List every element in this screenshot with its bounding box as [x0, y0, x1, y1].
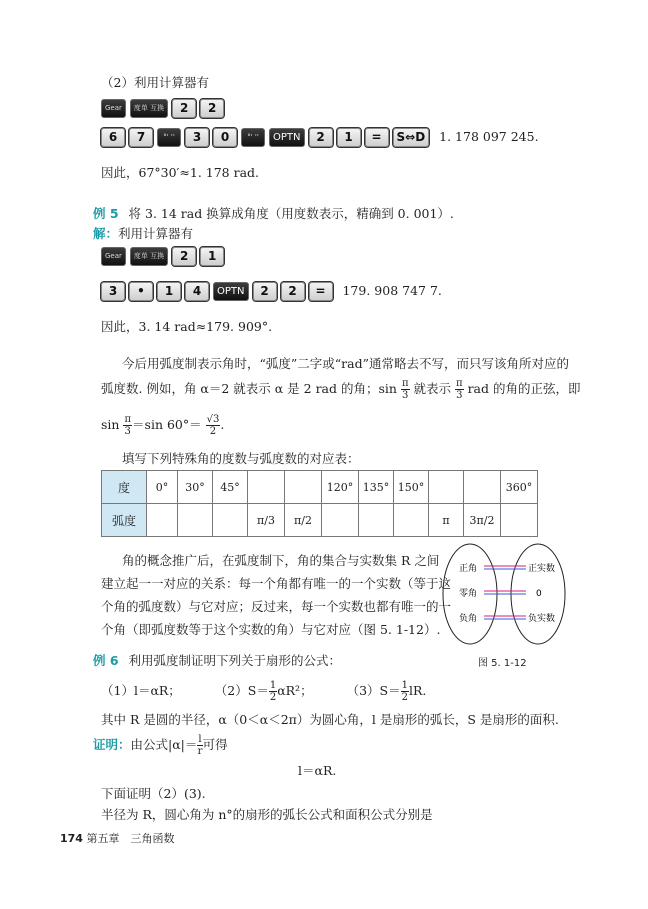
table-header-degree: 度 — [102, 471, 147, 504]
table-cell — [394, 504, 429, 537]
denominator: r — [197, 746, 203, 757]
denominator: 3 — [402, 390, 409, 401]
denominator: 2 — [269, 692, 277, 703]
table-cell — [178, 504, 213, 537]
calc-key: Gear — [101, 99, 126, 118]
definitions-line: 其中 R 是圆的半径，α（0＜α＜2π）为圆心角，l 是扇形的弧长，S 是扇形的面积. — [101, 712, 559, 727]
text-span: （2）S＝ — [214, 683, 269, 698]
table-cell: 150° — [394, 471, 429, 504]
calc-key: 度单 互换 — [130, 99, 168, 118]
fraction-pi-over-3 — [401, 378, 410, 401]
fraction-pi-over-3 — [455, 378, 464, 401]
solution-text: 利用计算器有 — [118, 226, 194, 241]
page-number: 174 — [60, 832, 83, 845]
fig-left-label: 负角 — [459, 614, 478, 624]
table-cell — [429, 471, 464, 504]
table-cell: 120° — [322, 471, 359, 504]
fraction-pi-over-3 — [123, 414, 132, 437]
page-footer — [60, 830, 174, 846]
formulas-line — [101, 680, 426, 703]
proof-line — [93, 734, 228, 757]
example-6 — [93, 651, 341, 669]
text-span: . — [220, 417, 225, 432]
fig-right-label: 0 — [536, 589, 542, 599]
table-cell — [248, 471, 285, 504]
calc-key: 2 — [200, 99, 224, 118]
denominator: 3 — [456, 390, 463, 401]
table-row-radians — [102, 504, 538, 537]
calc-key: 6 — [101, 128, 125, 147]
table-cell: 30° — [178, 471, 213, 504]
numerator: π — [401, 378, 409, 389]
result-line-2: 因此，3. 14 rad≈179. 909°. — [101, 319, 273, 334]
fig-right-label: 正实数 — [528, 564, 556, 574]
sector-formula-line: 半径为 R，圆心角为 n°的扇形的弧长公式和面积公式分别是 — [101, 807, 433, 822]
calc-key: 2 — [253, 282, 277, 301]
equation-l-alpha-r: l＝αR. — [298, 763, 337, 778]
denominator: 2 — [209, 426, 217, 437]
calc-key: 2 — [172, 99, 196, 118]
calc-key: 4 — [185, 282, 209, 301]
fraction-sqrt3-over-2 — [206, 414, 221, 437]
example-6-label: 例 6 — [93, 653, 119, 668]
proof-label: 证明： — [93, 737, 131, 752]
calc-key: = — [309, 282, 333, 301]
table-cell — [501, 504, 538, 537]
table-cell — [464, 471, 501, 504]
figure-caption: 图 5. 1-12 — [478, 658, 527, 669]
keypress-row-4 — [101, 282, 442, 301]
text-span: lR. — [408, 683, 427, 698]
denominator: 2 — [401, 692, 408, 703]
paragraph-1-line-3 — [101, 414, 224, 437]
calc-key: 2 — [281, 282, 305, 301]
numerator: 1 — [269, 680, 277, 691]
paragraph-3-line-1: 角的概念推广后，在弧度制下，角的集合与实数集 R 之间 — [122, 553, 440, 568]
keypress-row-2 — [101, 128, 539, 147]
table-cell: 0° — [147, 471, 178, 504]
fraction-one-half — [401, 680, 409, 703]
numerator: π — [456, 378, 463, 389]
example-5 — [93, 204, 454, 222]
angle-real-mapping-figure — [440, 540, 570, 648]
text-span: 由公式|α|＝ — [130, 737, 198, 752]
example-5-text: 将 3. 14 rad 换算成角度（用度数表示，精确到 0. 001）. — [128, 206, 454, 221]
paragraph-1-line-1: 今后用弧度制表示角时，“弧度”二字或“rad”通常略去不写，而只写该角所对应的 — [122, 356, 569, 371]
table-cell — [147, 504, 178, 537]
paragraph-3-line-3: 个角的弧度数）与它对应；反过来，每一个实数也都有唯一的一 — [101, 599, 452, 614]
text-span: αR²； — [277, 683, 313, 698]
fraction-one-half — [269, 680, 277, 703]
text-span: sin — [101, 417, 120, 432]
table-header-radian: 弧度 — [102, 504, 147, 537]
chapter-title: 第五章 三角函数 — [86, 832, 175, 845]
paragraph-3-line-2: 建立起一一对应的关系：每一个角都有唯一的一个实数（等于这 — [101, 576, 452, 591]
formula-1: （1）l＝αR； — [101, 683, 181, 698]
text-span: 可得 — [202, 737, 228, 752]
fig-left-label: 正角 — [459, 564, 478, 574]
example-5-label: 例 5 — [93, 206, 119, 221]
table-cell: π/2 — [285, 504, 322, 537]
calc-result: 179. 908 747 7. — [342, 283, 442, 298]
table-cell: 3π/2 — [464, 504, 501, 537]
fig-left-label: 零角 — [459, 589, 478, 599]
table-cell — [213, 504, 248, 537]
table-cell: π — [429, 504, 464, 537]
calc-key: 3 — [101, 282, 125, 301]
table-cell: 360° — [501, 471, 538, 504]
step-2-text: （2）利用计算器有 — [101, 75, 209, 90]
numerator: π — [124, 414, 132, 425]
calc-key: 2 — [172, 247, 196, 266]
calc-key: °' '' — [241, 128, 265, 147]
table-cell: π/3 — [248, 504, 285, 537]
next-proof-line: 下面证明（2）(3). — [101, 786, 206, 801]
denominator: 3 — [124, 426, 131, 437]
keypress-row-1 — [101, 99, 228, 118]
numerator: √3 — [206, 414, 220, 425]
table-cell — [322, 504, 359, 537]
keypress-row-3 — [101, 247, 228, 266]
text-span: rad 的角的正弦，即 — [467, 381, 581, 396]
calc-key: 2 — [309, 128, 333, 147]
calc-key: = — [365, 128, 389, 147]
calc-key: S⇔D — [393, 128, 430, 147]
text-span: 弧度数. 例如，角 α＝2 就表示 α 是 2 rad 的角；sin — [101, 381, 397, 396]
result-line-1: 因此，67°30′≈1. 178 rad. — [101, 165, 260, 180]
text-span: ＝sin 60°＝ — [132, 417, 202, 432]
table-cell: 135° — [359, 471, 394, 504]
calc-key: OPTN — [213, 282, 249, 301]
calc-key: 1 — [200, 247, 224, 266]
solution-label: 解： — [93, 226, 119, 241]
numerator: l — [198, 734, 202, 745]
table-intro: 填写下列特殊角的度数与弧度数的对应表： — [122, 451, 360, 466]
calc-key: 3 — [185, 128, 209, 147]
formula-3 — [346, 680, 427, 703]
paragraph-3-line-4: 个角（即弧度数等于这个实数的角）与它对应（图 5. 1-12）. — [101, 622, 441, 637]
calc-key: • — [129, 282, 153, 301]
calc-key: 0 — [213, 128, 237, 147]
solution-line — [93, 224, 193, 242]
fig-right-label: 负实数 — [528, 614, 556, 624]
formula-2 — [214, 680, 313, 703]
calc-key: OPTN — [269, 128, 305, 147]
calc-key: °' '' — [157, 128, 181, 147]
calc-key: 1 — [157, 282, 181, 301]
numerator: 1 — [401, 680, 408, 691]
paragraph-1-line-2 — [101, 378, 580, 401]
calc-key: 度单 互换 — [130, 247, 168, 266]
calc-key: 1 — [337, 128, 361, 147]
table-cell: 45° — [213, 471, 248, 504]
table-cell — [359, 504, 394, 537]
calc-result: 1. 178 097 245. — [439, 129, 539, 144]
calc-key: 7 — [129, 128, 153, 147]
calc-key: Gear — [101, 247, 126, 266]
degree-radian-table — [101, 470, 538, 537]
example-6-text: 利用弧度制证明下列关于扇形的公式： — [128, 653, 342, 668]
text-span: （3）S＝ — [346, 683, 401, 698]
table-cell — [285, 471, 322, 504]
text-span: 就表示 — [413, 381, 452, 396]
table-row-degrees — [102, 471, 538, 504]
